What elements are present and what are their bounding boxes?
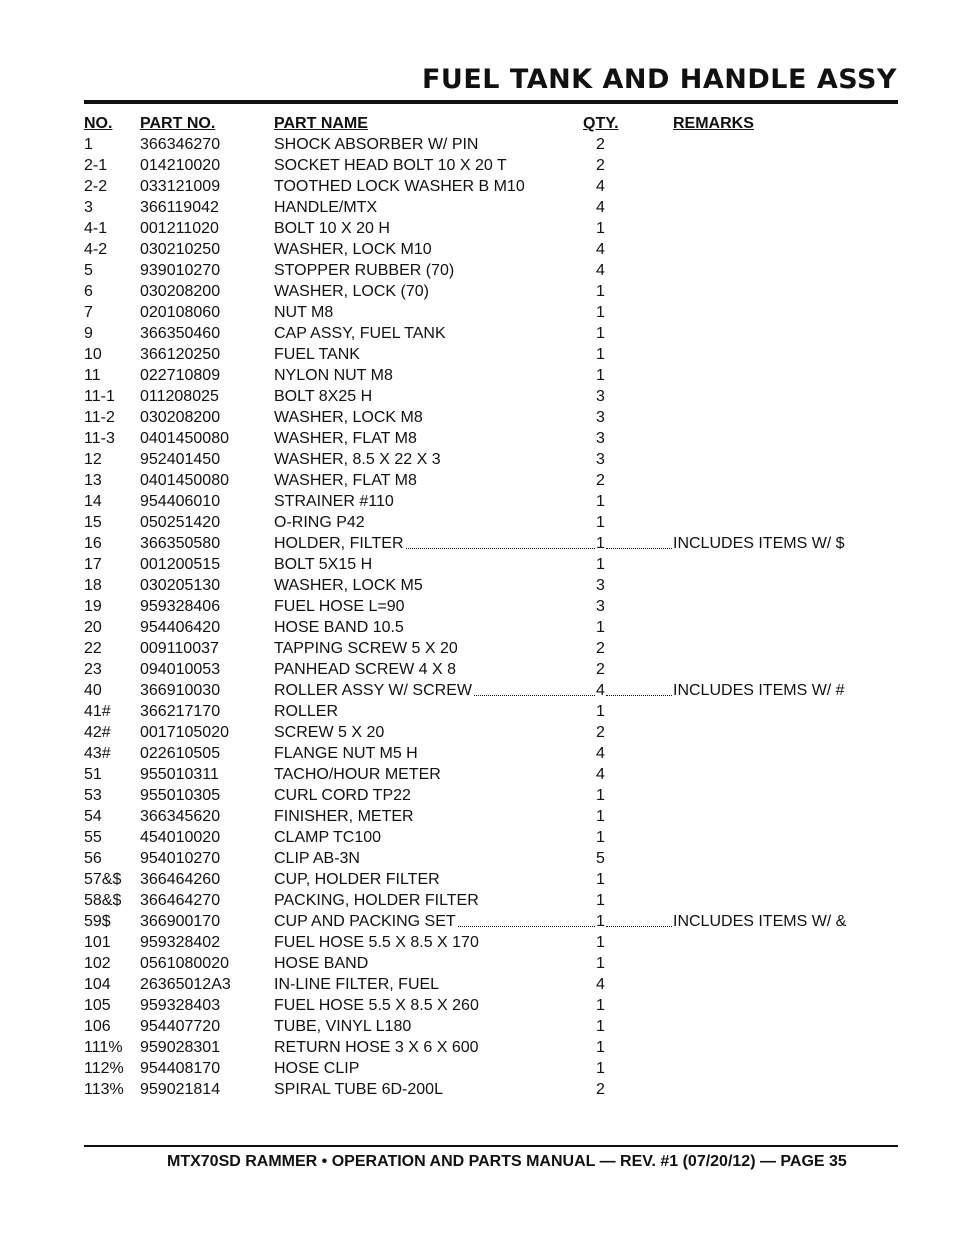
part-number-index: 11-2 [84,409,115,426]
part-no-cell: 366464270 [140,892,221,909]
table-row [84,806,898,827]
part-name-cell: WASHER, LOCK M5 [274,577,423,594]
part-number-index: 18 [84,577,102,594]
part-no-cell: 366900170 [140,913,221,930]
part-no-cell: 954406420 [140,619,221,636]
part-name-cell: FINISHER, METER [274,808,414,825]
table-row [84,995,898,1016]
part-no-cell: 030205130 [140,577,221,594]
part-number-index: 13 [84,472,102,489]
qty-cell: 4 [596,976,605,993]
table-row [84,134,898,155]
qty-cell: 1 [596,913,605,930]
part-no-cell: 939010270 [140,262,221,279]
qty-cell: 3 [596,451,605,468]
qty-cell: 1 [596,997,605,1014]
part-number-index: 9 [84,325,93,342]
part-number-index: 51 [84,766,102,783]
table-header [84,113,898,134]
table-row [84,890,898,911]
part-number-index: 112% [84,1060,124,1077]
part-name-cell: PANHEAD SCREW 4 X 8 [274,661,456,678]
dot-leader [458,926,595,927]
qty-cell: 1 [596,346,605,363]
part-number-index: 17 [84,556,102,573]
part-number-index: 53 [84,787,102,804]
qty-cell: 1 [596,892,605,909]
part-no-cell: 009110037 [140,640,219,657]
table-row [84,596,898,617]
part-name-cell: HANDLE/MTX [274,199,378,216]
part-name-cell: NYLON NUT M8 [274,367,393,384]
part-name-cell: WASHER, FLAT M8 [274,472,417,489]
table-row [84,974,898,995]
table-body [84,134,898,1100]
qty-cell: 1 [596,283,605,300]
table-row [84,932,898,953]
header-qty: QTY. [583,115,619,132]
qty-cell: 2 [596,472,605,489]
part-number-index: 54 [84,808,102,825]
part-no-cell: 050251420 [140,514,221,531]
qty-cell: 1 [596,367,605,384]
part-number-index: 11-3 [84,430,115,447]
page-title: FUEL TANK AND HANDLE ASSY [421,64,897,95]
part-no-cell: 959021814 [140,1081,221,1098]
table-row [84,911,898,932]
table-row [84,575,898,596]
qty-cell: 4 [596,766,605,783]
part-name-cell: WASHER, FLAT M8 [274,430,417,447]
table-row [84,260,898,281]
table-row [84,785,898,806]
part-name-cell: WASHER, LOCK M10 [274,241,432,258]
part-number-index: 7 [84,304,93,321]
header-part-no: PART NO. [140,115,216,132]
part-no-cell: 0401450080 [140,472,229,489]
table-row [84,1058,898,1079]
part-no-cell: 022710809 [140,367,221,384]
part-number-index: 40 [84,682,102,699]
part-name-cell: O-RING P42 [274,514,365,531]
part-name-cell: STRAINER #110 [274,493,394,510]
part-no-cell: 959328402 [140,934,221,951]
table-row [84,1016,898,1037]
table-row [84,680,898,701]
part-no-cell: 0561080020 [140,955,229,972]
part-no-cell: 955010305 [140,787,221,804]
part-no-cell: 954010270 [140,850,221,867]
part-no-cell: 959028301 [140,1039,221,1056]
part-name-cell: FUEL TANK [274,346,360,363]
part-name-cell: RETURN HOSE 3 X 6 X 600 [274,1039,479,1056]
qty-cell: 1 [596,703,605,720]
dot-leader [606,695,672,696]
table-row [84,848,898,869]
title-rule [84,100,898,104]
part-name-cell: WASHER, LOCK (70) [274,283,429,300]
table-row [84,365,898,386]
part-number-index: 2-1 [84,157,108,174]
qty-cell: 1 [596,325,605,342]
dot-leader [606,548,672,549]
qty-cell: 4 [596,241,605,258]
table-row [84,197,898,218]
table-row [84,344,898,365]
table-row [84,386,898,407]
part-no-cell: 366217170 [140,703,221,720]
part-number-index: 6 [84,283,93,300]
part-number-index: 106 [84,1018,111,1035]
qty-cell: 1 [596,934,605,951]
part-name-cell: SHOCK ABSORBER W/ PIN [274,136,479,153]
part-name-cell: HOSE BAND 10.5 [274,619,404,636]
part-number-index: 14 [84,493,102,510]
part-name-cell: TAPPING SCREW 5 X 20 [274,640,458,657]
qty-cell: 1 [596,1039,605,1056]
qty-cell: 3 [596,577,605,594]
qty-cell: 4 [596,178,605,195]
qty-cell: 3 [596,409,605,426]
table-row [84,428,898,449]
part-name-cell: TUBE, VINYL L180 [274,1018,412,1035]
part-number-index: 104 [84,976,111,993]
table-row [84,218,898,239]
part-no-cell: 366350460 [140,325,221,342]
part-name-cell: TACHO/HOUR METER [274,766,441,783]
part-number-index: 23 [84,661,102,678]
part-number-index: 3 [84,199,93,216]
part-number-index: 43# [84,745,111,762]
part-name-cell: SOCKET HEAD BOLT 10 X 20 T [274,157,507,174]
part-name-cell: ROLLER ASSY W/ SCREW [274,682,472,699]
part-name-cell: WASHER, LOCK M8 [274,409,423,426]
table-row [84,638,898,659]
table-row [84,533,898,554]
table-row [84,449,898,470]
part-number-index: 57&$ [84,871,122,888]
part-number-index: 111% [84,1039,123,1056]
table-row [84,470,898,491]
qty-cell: 4 [596,682,605,699]
table-row [84,722,898,743]
qty-cell: 1 [596,220,605,237]
part-number-index: 15 [84,514,102,531]
part-no-cell: 0017105020 [140,724,229,741]
qty-cell: 2 [596,136,605,153]
table-row [84,869,898,890]
part-name-cell: CLIP AB-3N [274,850,360,867]
table-row [84,659,898,680]
part-number-index: 59$ [84,913,111,930]
part-name-cell: CAP ASSY, FUEL TANK [274,325,446,342]
qty-cell: 1 [596,871,605,888]
table-row [84,302,898,323]
part-name-cell: CUP, HOLDER FILTER [274,871,440,888]
part-name-cell: FUEL HOSE 5.5 X 8.5 X 170 [274,934,479,951]
part-no-cell: 0401450080 [140,430,229,447]
part-number-index: 55 [84,829,102,846]
qty-cell: 1 [596,829,605,846]
table-row [84,155,898,176]
footer-rule [84,1145,898,1147]
part-no-cell: 030210250 [140,241,221,258]
qty-cell: 1 [596,1018,605,1035]
qty-cell: 1 [596,556,605,573]
part-name-cell: TOOTHED LOCK WASHER B M10 [274,178,525,195]
part-number-index: 41# [84,703,111,720]
part-name-cell: STOPPER RUBBER (70) [274,262,455,279]
part-number-index: 42# [84,724,111,741]
part-no-cell: 011208025 [140,388,219,405]
part-number-index: 5 [84,262,93,279]
part-number-index: 11-1 [84,388,115,405]
part-number-index: 58&$ [84,892,122,909]
part-name-cell: FUEL HOSE L=90 [274,598,405,615]
part-no-cell: 959328406 [140,598,221,615]
qty-cell: 1 [596,808,605,825]
remarks-cell: INCLUDES ITEMS W/ & [673,913,847,930]
qty-cell: 5 [596,850,605,867]
qty-cell: 3 [596,598,605,615]
table-row [84,701,898,722]
part-no-cell: 014210020 [140,157,221,174]
part-no-cell: 954408170 [140,1060,221,1077]
part-no-cell: 366119042 [140,199,219,216]
qty-cell: 1 [596,493,605,510]
qty-cell: 1 [596,619,605,636]
part-no-cell: 366910030 [140,682,221,699]
part-name-cell: SCREW 5 X 20 [274,724,385,741]
part-name-cell: BOLT 8X25 H [274,388,373,405]
table-row [84,1037,898,1058]
table-row [84,176,898,197]
part-no-cell: 366350580 [140,535,221,552]
table-row [84,554,898,575]
part-number-index: 102 [84,955,111,972]
part-no-cell: 030208200 [140,409,221,426]
part-no-cell: 001211020 [140,220,219,237]
header-remarks: REMARKS [673,115,754,132]
part-number-index: 11 [84,367,101,384]
part-name-cell: HOLDER, FILTER [274,535,404,552]
table-row [84,239,898,260]
qty-cell: 3 [596,388,605,405]
qty-cell: 2 [596,724,605,741]
qty-cell: 2 [596,1081,605,1098]
part-no-cell: 366464260 [140,871,221,888]
table-row [84,827,898,848]
part-name-cell: HOSE BAND [274,955,369,972]
part-no-cell: 454010020 [140,829,221,846]
part-no-cell: 366120250 [140,346,221,363]
qty-cell: 2 [596,157,605,174]
part-no-cell: 022610505 [140,745,221,762]
table-row [84,491,898,512]
qty-cell: 1 [596,535,605,552]
parts-table [84,113,898,1100]
qty-cell: 4 [596,745,605,762]
qty-cell: 1 [596,514,605,531]
part-name-cell: HOSE CLIP [274,1060,360,1077]
part-number-index: 4-2 [84,241,108,258]
dot-leader [406,548,595,549]
header-no: NO. [84,115,113,132]
part-name-cell: PACKING, HOLDER FILTER [274,892,479,909]
table-row [84,512,898,533]
part-no-cell: 26365012A3 [140,976,231,993]
part-number-index: 19 [84,598,102,615]
qty-cell: 4 [596,262,605,279]
page-footer: MTX70SD RAMMER • OPERATION AND PARTS MANUAL — REV. #1 (07/20/12) — PAGE 35 [167,1153,847,1170]
dot-leader [474,695,595,696]
part-number-index: 16 [84,535,102,552]
part-number-index: 10 [84,346,102,363]
part-no-cell: 094010053 [140,661,221,678]
part-no-cell: 955010311 [140,766,219,783]
part-name-cell: IN-LINE FILTER, FUEL [274,976,440,993]
part-no-cell: 954406010 [140,493,221,510]
dot-leader [606,926,672,927]
part-name-cell: WASHER, 8.5 X 22 X 3 [274,451,441,468]
part-number-index: 20 [84,619,102,636]
part-name-cell: CLAMP TC100 [274,829,382,846]
table-row [84,764,898,785]
part-number-index: 2-2 [84,178,108,195]
qty-cell: 2 [596,661,605,678]
header-part-name: PART NAME [274,115,368,132]
remarks-cell: INCLUDES ITEMS W/ # [673,682,845,699]
part-number-index: 12 [84,451,102,468]
qty-cell: 1 [596,1060,605,1077]
part-no-cell: 033121009 [140,178,221,195]
part-no-cell: 020108060 [140,304,221,321]
qty-cell: 1 [596,955,605,972]
part-name-cell: SPIRAL TUBE 6D-200L [274,1081,443,1098]
part-number-index: 105 [84,997,111,1014]
part-number-index: 4-1 [84,220,108,237]
qty-cell: 1 [596,787,605,804]
part-number-index: 101 [84,934,111,951]
part-name-cell: ROLLER [274,703,339,720]
part-number-index: 1 [84,136,93,153]
part-name-cell: BOLT 10 X 20 H [274,220,390,237]
part-name-cell: NUT M8 [274,304,334,321]
part-name-cell: BOLT 5X15 H [274,556,373,573]
part-no-cell: 030208200 [140,283,221,300]
part-number-index: 22 [84,640,102,657]
part-name-cell: FLANGE NUT M5 H [274,745,418,762]
part-name-cell: CUP AND PACKING SET [274,913,456,930]
table-row [84,617,898,638]
qty-cell: 3 [596,430,605,447]
part-no-cell: 954407720 [140,1018,221,1035]
qty-cell: 1 [596,304,605,321]
table-row [84,1079,898,1100]
part-name-cell: CURL CORD TP22 [274,787,411,804]
table-row [84,953,898,974]
table-row [84,281,898,302]
table-row [84,407,898,428]
qty-cell: 4 [596,199,605,216]
remarks-cell: INCLUDES ITEMS W/ $ [673,535,845,552]
qty-cell: 2 [596,640,605,657]
part-no-cell: 366346270 [140,136,221,153]
part-number-index: 56 [84,850,102,867]
table-row [84,743,898,764]
part-no-cell: 001200515 [140,556,221,573]
part-no-cell: 959328403 [140,997,221,1014]
table-row [84,323,898,344]
part-no-cell: 952401450 [140,451,221,468]
part-no-cell: 366345620 [140,808,221,825]
part-number-index: 113% [84,1081,124,1098]
part-name-cell: FUEL HOSE 5.5 X 8.5 X 260 [274,997,479,1014]
